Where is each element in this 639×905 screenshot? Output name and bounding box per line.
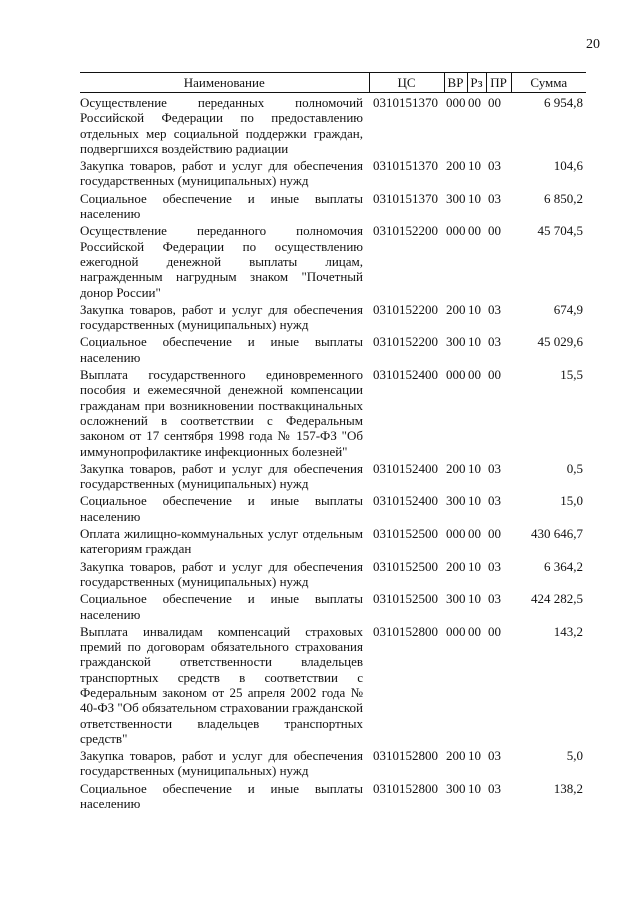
- row-sum-cell: 143,2: [553, 623, 583, 639]
- column-header-cs: ЦС: [369, 73, 444, 93]
- row-name-cell: Социальное обеспечение и иные выплаты населению: [80, 493, 363, 524]
- column-header-pr: ПР: [486, 73, 511, 93]
- row-name-cell: Закупка товаров, работ и услуг для обеспечения государственных (муниципальных) нужд: [80, 748, 363, 779]
- row-sum-cell: 138,2: [553, 780, 583, 796]
- row-pr-cell: 03: [488, 748, 501, 764]
- row-cs-cell: 0310152500: [373, 591, 438, 607]
- row-cs-cell: 0310151370: [373, 95, 438, 110]
- table-row: [80, 189, 586, 222]
- table-row: [80, 622, 586, 746]
- row-cs-cell: 0310151370: [373, 158, 438, 174]
- row-rz-cell: 10: [468, 460, 481, 476]
- row-cs-cell: 0310152200: [373, 301, 438, 317]
- row-sum-cell: 6 850,2: [544, 190, 583, 206]
- row-rz-cell: 10: [468, 780, 481, 796]
- page-number: 20: [586, 37, 600, 52]
- row-name-cell: Социальное обеспечение и иные выплаты населению: [80, 334, 363, 365]
- row-vr-cell: 000: [446, 526, 466, 542]
- row-vr-cell: 200: [446, 301, 466, 317]
- table-row: [80, 779, 586, 812]
- row-cs-cell: 0310151370: [373, 190, 438, 206]
- row-vr-cell: 300: [446, 493, 466, 509]
- row-name-cell: Выплата государственного единовременного пособия и ежемесячной денежной компенсации гражданам при возникновении поствакцинальных осложнений в соответствии с Федеральным законом от 17 сентября 1998 года № 157-ФЗ "Об иммунопрофилактике инфекционных болезней": [80, 367, 363, 459]
- row-vr-cell: 200: [446, 748, 466, 764]
- row-rz-cell: 10: [468, 301, 481, 317]
- row-rz-cell: 10: [468, 748, 481, 764]
- table-row: [80, 746, 586, 779]
- row-rz-cell: 10: [468, 591, 481, 607]
- row-cs-cell: 0310152800: [373, 748, 438, 764]
- row-cs-cell: 0310152400: [373, 493, 438, 509]
- row-sum-cell: 6 364,2: [544, 558, 583, 574]
- row-sum-cell: 5,0: [566, 748, 583, 764]
- row-name-cell: Закупка товаров, работ и услуг для обеспечения государственных (муниципальных) нужд: [80, 301, 363, 333]
- row-name-cell: Осуществление переданного полномочия Российской Федерации по осуществлению ежегодной денежной выплаты лицам, награжденным нагрудным знаком "Почетный донор России": [80, 223, 363, 300]
- table-row: [80, 491, 586, 524]
- table-row: [80, 459, 586, 492]
- row-cs-cell: 0310152500: [373, 526, 438, 542]
- row-vr-cell: 300: [446, 334, 466, 350]
- table-row: [80, 524, 586, 557]
- row-cs-cell: 0310152200: [373, 223, 438, 239]
- row-vr-cell: 200: [446, 558, 466, 574]
- row-vr-cell: 200: [446, 158, 466, 174]
- row-vr-cell: 000: [446, 367, 466, 383]
- table-row: [80, 589, 586, 622]
- row-pr-cell: 03: [488, 558, 501, 574]
- row-name-cell: Социальное обеспечение и иные выплаты населению: [80, 190, 363, 222]
- row-name-cell: Социальное обеспечение и иные выплаты населению: [80, 780, 363, 812]
- table-row: [80, 332, 586, 365]
- column-header-vr: ВР: [444, 73, 467, 93]
- row-rz-cell: 00: [468, 526, 481, 542]
- row-cs-cell: 0310152800: [373, 780, 438, 796]
- row-name-cell: Закупка товаров, работ и услуг для обеспечения государственных (муниципальных) нужд: [80, 158, 363, 189]
- column-header-rz: Рз: [467, 73, 486, 93]
- row-pr-cell: 03: [488, 301, 501, 317]
- row-pr-cell: 03: [488, 591, 501, 607]
- row-sum-cell: 424 282,5: [531, 591, 583, 607]
- table-row: [80, 300, 586, 333]
- row-pr-cell: 00: [488, 95, 501, 110]
- row-name-cell: Осуществление переданных полномочий Российской Федерации по предоставлению отдельных мер социальной поддержки граждан, подвергшихся воздействию радиации: [80, 95, 363, 156]
- table-row: [80, 93, 586, 157]
- row-sum-cell: 15,0: [560, 493, 583, 509]
- row-name-cell: Выплата инвалидам компенсаций страховых премий по договорам обязательного страхования гражданской ответственности владельцев транспортных средств в соответствии с Федеральным законом от 25 апреля 2002 года № 40-ФЗ "Об обязательном страховании гражданской ответственности владельцев транспортных средств": [80, 623, 363, 746]
- row-sum-cell: 430 646,7: [531, 526, 583, 542]
- table-row: [80, 156, 586, 189]
- row-pr-cell: 00: [488, 623, 501, 639]
- table-header: [80, 73, 586, 93]
- row-sum-cell: 104,6: [553, 158, 583, 174]
- row-vr-cell: 000: [446, 223, 466, 239]
- row-vr-cell: 300: [446, 591, 466, 607]
- row-rz-cell: 00: [468, 623, 481, 639]
- row-name-cell: Закупка товаров, работ и услуг для обеспечения государственных (муниципальных) нужд: [80, 460, 363, 492]
- row-name-cell: Социальное обеспечение и иные выплаты населению: [80, 591, 363, 622]
- row-cs-cell: 0310152500: [373, 558, 438, 574]
- row-vr-cell: 000: [446, 623, 466, 639]
- row-sum-cell: 6 954,8: [544, 95, 583, 110]
- row-rz-cell: 10: [468, 334, 481, 350]
- row-vr-cell: 300: [446, 190, 466, 206]
- row-name-cell: Оплата жилищно-коммунальных услуг отдельным категориям граждан: [80, 526, 363, 557]
- row-vr-cell: 000: [446, 95, 466, 110]
- row-sum-cell: 15,5: [560, 367, 583, 383]
- row-pr-cell: 03: [488, 780, 501, 796]
- row-cs-cell: 0310152400: [373, 367, 438, 383]
- table-row: [80, 557, 586, 590]
- row-pr-cell: 03: [488, 190, 501, 206]
- row-pr-cell: 00: [488, 223, 501, 239]
- row-rz-cell: 10: [468, 190, 481, 206]
- row-cs-cell: 0310152800: [373, 623, 438, 639]
- row-rz-cell: 10: [468, 558, 481, 574]
- row-sum-cell: 0,5: [566, 460, 583, 476]
- row-name-cell: Закупка товаров, работ и услуг для обеспечения государственных (муниципальных) нужд: [80, 558, 363, 589]
- row-sum-cell: 45 704,5: [537, 223, 583, 239]
- column-header-name: Наименование: [80, 73, 369, 93]
- row-pr-cell: 03: [488, 334, 501, 350]
- row-rz-cell: 10: [468, 493, 481, 509]
- row-pr-cell: 03: [488, 158, 501, 174]
- row-pr-cell: 00: [488, 526, 501, 542]
- table-row: [80, 221, 586, 299]
- row-rz-cell: 00: [468, 95, 481, 110]
- row-rz-cell: 00: [468, 367, 481, 383]
- budget-table: [80, 72, 586, 811]
- row-pr-cell: 03: [488, 493, 501, 509]
- row-vr-cell: 300: [446, 780, 466, 796]
- row-pr-cell: 00: [488, 367, 501, 383]
- row-cs-cell: 0310152200: [373, 334, 438, 350]
- column-header-sum: Сумма: [511, 73, 586, 93]
- row-sum-cell: 674,9: [553, 301, 583, 317]
- row-rz-cell: 00: [468, 223, 481, 239]
- row-cs-cell: 0310152400: [373, 460, 438, 476]
- row-rz-cell: 10: [468, 158, 481, 174]
- table-row: [80, 365, 586, 459]
- table-body: [80, 93, 586, 812]
- row-sum-cell: 45 029,6: [537, 334, 583, 350]
- row-pr-cell: 03: [488, 460, 501, 476]
- row-vr-cell: 200: [446, 460, 466, 476]
